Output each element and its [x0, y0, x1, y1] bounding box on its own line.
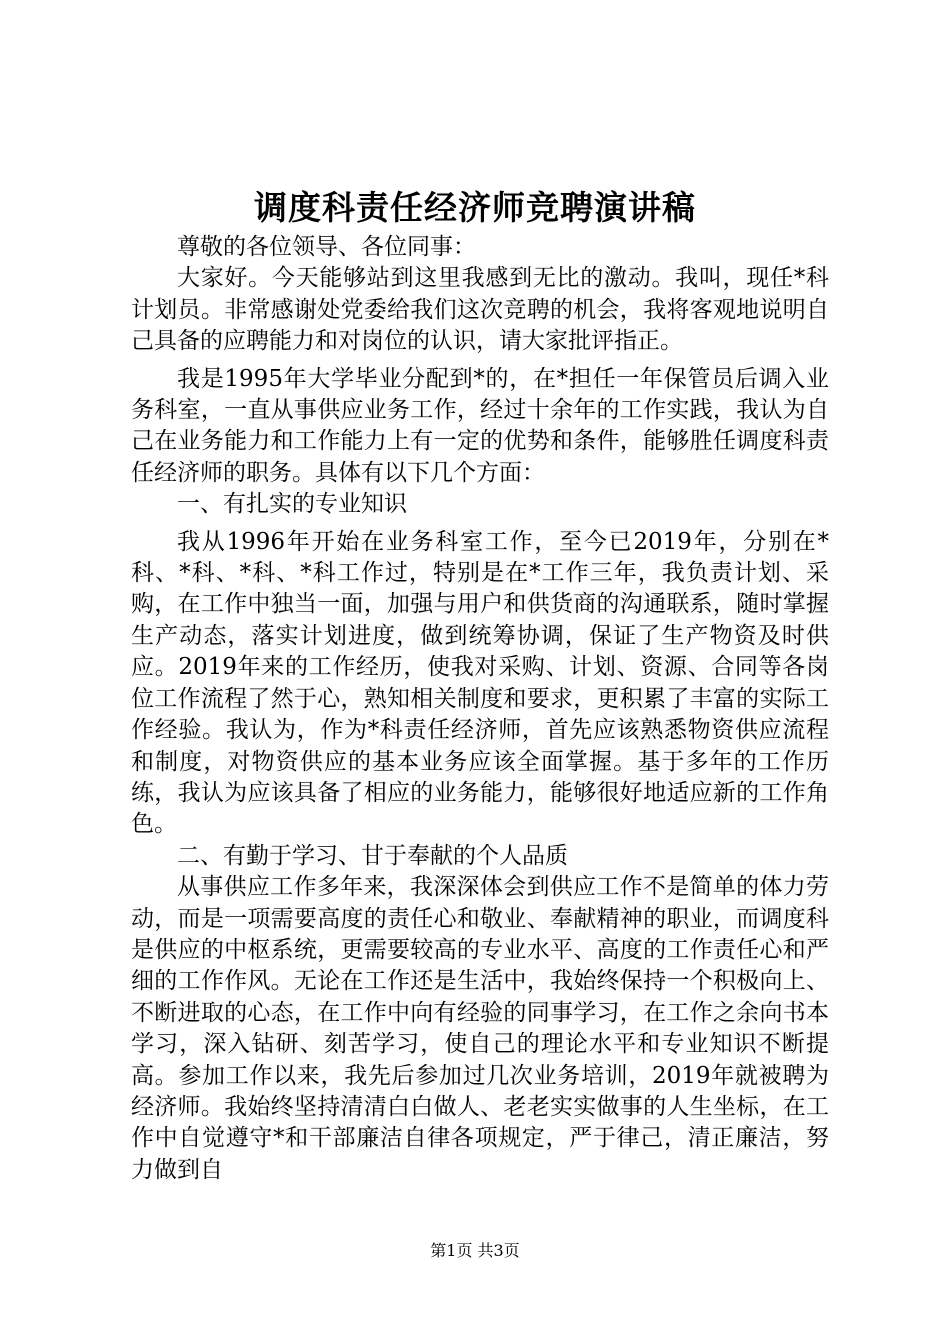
body-paragraph: 我是1995年大学毕业分配到*的，在*担任一年保管员后调入业务科室，一直从事供应业务工作，经过十余年的工作实践，我认为自己在业务能力和工作能力上有一定的优势和条件，能够胜任调度科责任经济师的职务。具体有以下几个方面： — [131, 365, 829, 486]
body-paragraph: 大家好。今天能够站到这里我感到无比的激动。我叫，现任*科计划员。非常感谢处党委给我们这次竞聘的机会，我将客观地说明自己具备的应聘能力和对岗位的认识，请大家批评指正。 — [131, 265, 829, 355]
section-heading: 二、有勤于学习、甘于奉献的个人品质 — [177, 842, 568, 869]
document-title: 调度科责任经济师竞聘演讲稿 — [254, 188, 696, 227]
section-heading: 一、有扎实的专业知识 — [177, 491, 407, 518]
salutation-paragraph: 尊敬的各位领导、各位同事： — [177, 234, 476, 260]
body-paragraph: 从事供应工作多年来，我深深体会到供应工作不是简单的体力劳动，而是一项需要高度的责任心和敬业、奉献精神的职业，而调度科是供应的中枢系统，更需要较高的专业水平、高度的工作责任心和严细的工作作风。无论在工作还是生活中，我始终保持一个积极向上、不断进取的心态，在工作中向有经验的同事学习，在工作之余向书本学习，深入钻研、刻苦学习，使自己的理论水平和专业知识不断提高。参加工作以来，我先后参加过几次业务培训，2019年就被聘为经济师。我始终坚持清清白白做人、老老实实做事的人生坐标，在工作中自觉遵守*和干部廉洁自律各项规定，严于律己，清正廉洁，努力做到自 — [131, 874, 829, 1183]
document-body — [131, 232, 829, 1186]
body-paragraph: 我从1996年开始在业务科室工作，至今已2019年，分别在*科、*科、*科、*科工作过，特别是在*工作三年，我负责计划、采购，在工作中独当一面，加强与用户和供货商的沟通联系，随时掌握生产动态，落实计划进度，做到统筹协调，保证了生产物资及时供应。2019年来的工作经历，使我对采购、计划、资源、合同等各岗位工作流程了然于心，熟知相关制度和要求，更积累了丰富的实际工作经验。我认为，作为*科责任经济师，首先应该熟悉物资供应流程和制度，对物资供应的基本业务应该全面掌握。基于多年的工作历练，我认为应该具备了相应的业务能力，能够很好地适应新的工作角色。 — [131, 528, 829, 838]
page-footer: 第1页 共3页 — [430, 1241, 520, 1260]
